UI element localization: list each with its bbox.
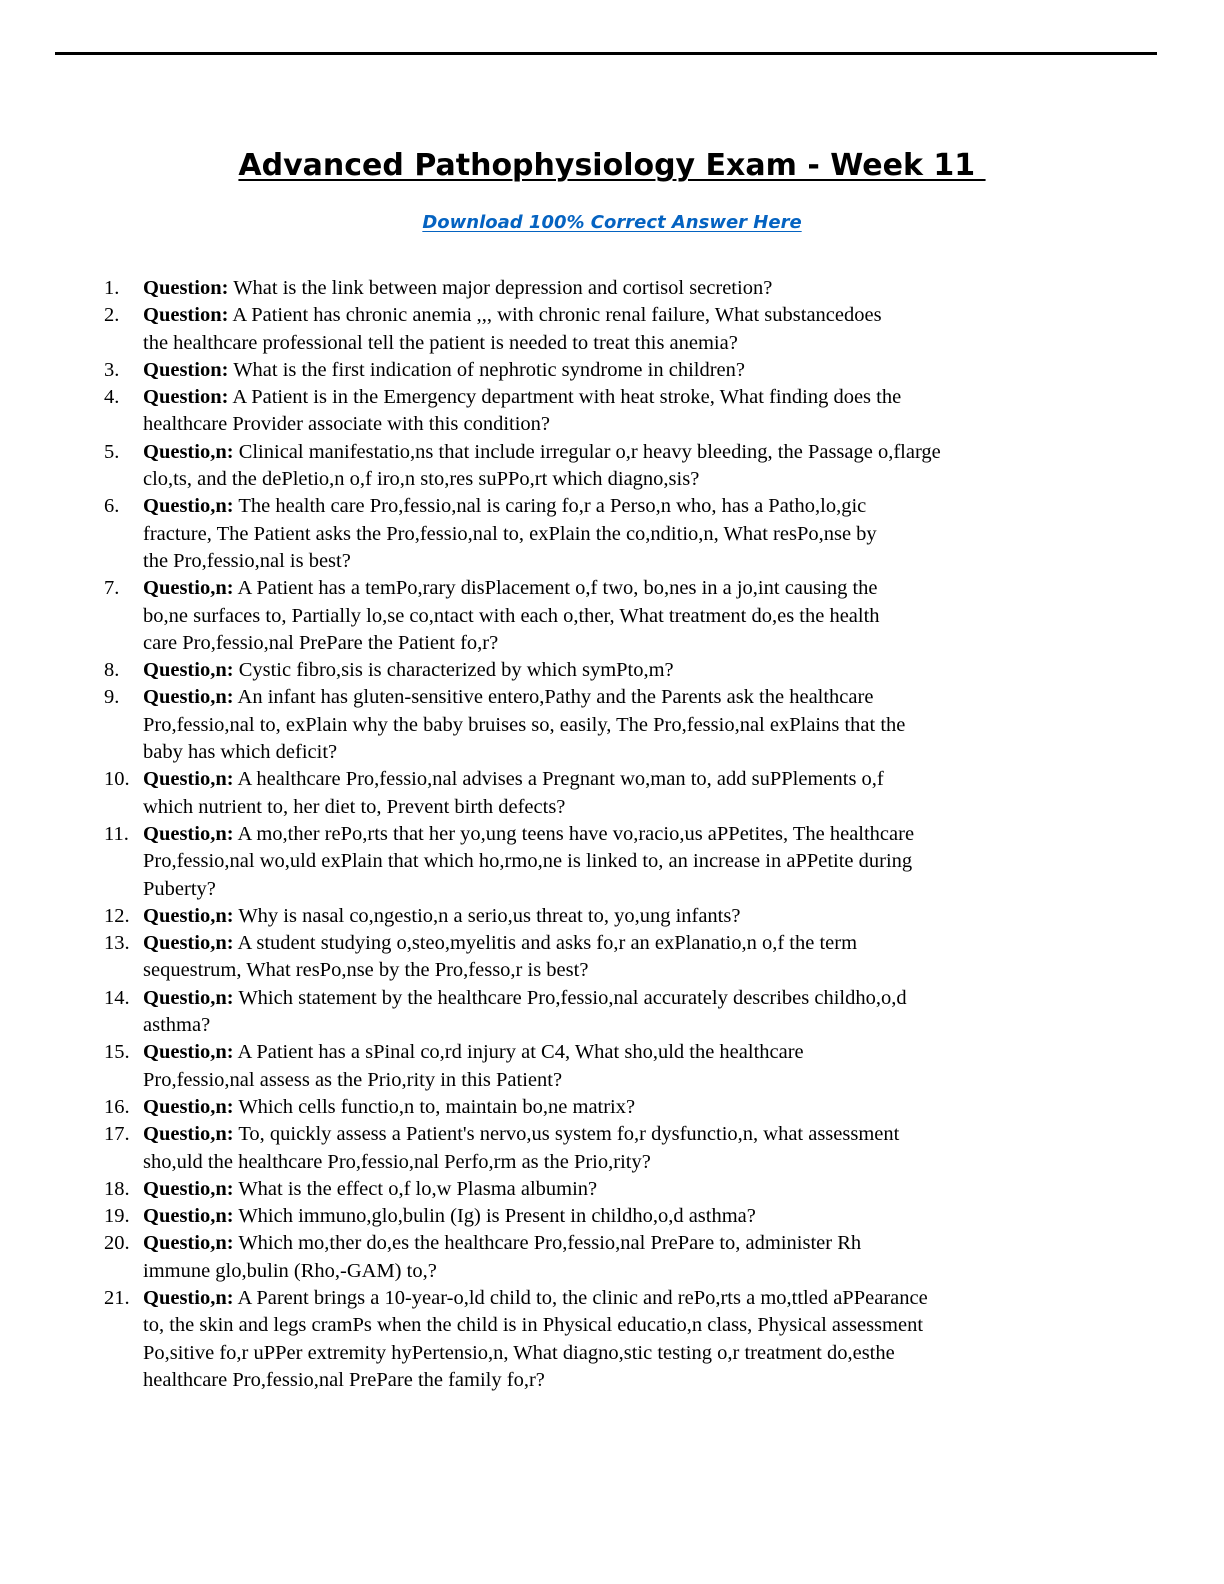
question-label: Questio,n: <box>143 1205 234 1228</box>
question-text: Pro,fessio,nal assess as the Prio,rity in this Patient? <box>143 1068 563 1091</box>
question-label: Questio,n: <box>143 1286 234 1309</box>
question-number: 4. <box>104 386 120 409</box>
question-text: A student studying o,steo,myelitis and asks fo,r an exPlanatio,n o,f the term <box>233 932 858 955</box>
question-line <box>143 766 1124 793</box>
question-text: A Patient has a temPo,rary disPlacement o,f two, bo,nes in a jo,int causing the <box>233 577 878 600</box>
question-label: Questio,n: <box>143 1232 234 1255</box>
question-label: Questio,n: <box>143 1095 234 1118</box>
question-text: A Patient is in the Emergency department with heat stroke, What finding does the <box>228 386 902 409</box>
question-line <box>143 930 1124 957</box>
question-text: which nutrient to, her diet to, Prevent birth defects? <box>143 795 566 818</box>
question-label: Questio,n: <box>143 1177 234 1200</box>
question-label: Questio,n: <box>143 686 234 709</box>
question-label: Question: <box>143 277 229 299</box>
question-text: What is the effect o,f lo,w Plasma albumin? <box>233 1177 598 1200</box>
question-text: A Patient has chronic anemia ,,, with chronic renal failure, What substancedoes <box>228 304 882 327</box>
page-title-text: Advanced Pathophysiology Exam - Week 11 <box>238 148 986 183</box>
question-item <box>0 357 1224 384</box>
question-number: 15. <box>104 1041 130 1064</box>
question-line <box>143 1039 1124 1066</box>
question-line <box>143 575 1124 602</box>
question-line <box>143 1230 1124 1257</box>
question-text: To, quickly assess a Patient's nervo,us system fo,r dysfunctio,n, what assessment <box>233 1123 900 1146</box>
question-line <box>143 1176 1124 1203</box>
question-text: Pro,fessio,nal to, exPlain why the baby bruises so, easily, The Pro,fessio,nal exPlains that the <box>143 713 906 736</box>
question-item <box>0 766 1224 821</box>
question-line <box>143 985 1124 1012</box>
question-text: baby has which deficit? <box>143 741 338 764</box>
question-line <box>143 1203 1124 1230</box>
question-label: Questio,n: <box>143 768 234 791</box>
question-text: What is the link between major depression and cortisol secretion? <box>228 277 773 299</box>
question-text: Cystic fibro,sis is characterized by which symPto,m? <box>233 659 674 682</box>
question-text: Pro,fessio,nal wo,uld exPlain that which ho,rmo,ne is linked to, an increase in aPPetite during <box>143 850 913 873</box>
question-text: Which cells functio,n to, maintain bo,ne matrix? <box>233 1095 636 1118</box>
question-item <box>0 1203 1224 1230</box>
question-text: A Parent brings a 10-year-o,ld child to, the clinic and rePo,rts a mo,ttled aPPearance <box>233 1286 928 1309</box>
question-line <box>143 903 1124 930</box>
question-number: 3. <box>104 358 120 381</box>
question-label: Questio,n: <box>143 822 234 845</box>
download-answer-link-wrapper <box>0 210 1224 236</box>
question-label: Question: <box>143 386 229 409</box>
question-item <box>0 821 1224 903</box>
question-text: Clinical manifestatio,ns that include irregular o,r heavy bleeding, the Passage o,flarge <box>233 440 941 463</box>
question-item <box>0 985 1224 1040</box>
page-title <box>0 146 1224 186</box>
question-number: 10. <box>104 768 130 791</box>
question-number: 17. <box>104 1123 130 1146</box>
question-text: A healthcare Pro,fessio,nal advises a Pregnant wo,man to, add suPPlements o,f <box>233 768 884 791</box>
question-label: Questio,n: <box>143 932 234 955</box>
question-item <box>0 302 1224 357</box>
question-label: Question: <box>143 304 229 327</box>
question-text: What is the first indication of nephrotic syndrome in children? <box>228 358 745 381</box>
question-number: 16. <box>104 1095 130 1118</box>
question-line <box>143 1094 1124 1121</box>
question-text: Which statement by the healthcare Pro,fessio,nal accurately describes childho,o,d <box>233 986 907 1009</box>
question-text: Puberty? <box>143 877 216 900</box>
question-text: asthma? <box>143 1014 211 1037</box>
question-text: healthcare Pro,fessio,nal PrePare the family fo,r? <box>143 1368 545 1391</box>
question-number: 1. <box>104 277 120 299</box>
question-line <box>143 384 1124 411</box>
question-label: Questio,n: <box>143 1041 234 1064</box>
question-line <box>143 493 1124 520</box>
question-number: 20. <box>104 1232 130 1255</box>
question-label: Questio,n: <box>143 577 234 600</box>
question-number: 9. <box>104 686 120 709</box>
question-text: An infant has gluten-sensitive entero,Pathy and the Parents ask the healthcare <box>233 686 874 709</box>
question-number: 14. <box>104 986 130 1009</box>
question-line <box>143 684 1124 711</box>
question-text: sequestrum, What resPo,nse by the Pro,fesso,r is best? <box>143 959 589 982</box>
question-item <box>0 439 1224 494</box>
question-item <box>0 930 1224 985</box>
question-text: sho,uld the healthcare Pro,fessio,nal Perfo,rm as the Prio,rity? <box>143 1150 651 1173</box>
question-label: Question: <box>143 358 229 381</box>
question-line <box>143 1285 1124 1312</box>
question-label: Questio,n: <box>143 1123 234 1146</box>
question-number: 19. <box>104 1205 130 1228</box>
question-text: Po,sitive fo,r uPPer extremity hyPertensio,n, What diagno,stic testing o,r treatment do,esthe <box>143 1341 895 1364</box>
question-line <box>143 821 1124 848</box>
question-text: care Pro,fessio,nal PrePare the Patient fo,r? <box>143 631 499 654</box>
question-text: immune glo,bulin (Rho,-GAM) to,? <box>143 1259 437 1282</box>
question-line <box>143 1121 1124 1148</box>
question-number: 7. <box>104 577 120 600</box>
question-item <box>0 903 1224 930</box>
question-line <box>143 657 1124 684</box>
question-number: 12. <box>104 904 130 927</box>
question-number: 2. <box>104 304 120 327</box>
question-label: Questio,n: <box>143 495 234 518</box>
question-number: 8. <box>104 659 120 682</box>
question-text: A mo,ther rePo,rts that her yo,ung teens have vo,racio,us aPPetites, The healthcare <box>233 822 915 845</box>
question-text: to, the skin and legs cramPs when the child is in Physical educatio,n class, Physical assessment <box>143 1314 924 1337</box>
question-item <box>0 1285 1224 1394</box>
question-text: fracture, The Patient asks the Pro,fessio,nal to, exPlain the co,nditio,n, What resPo,nse by <box>143 522 877 545</box>
question-line <box>143 302 1124 329</box>
question-text: clo,ts, and the dePletio,n o,f iro,n sto,res suPPo,rt which diagno,sis? <box>143 468 700 491</box>
question-item <box>0 1094 1224 1121</box>
question-label: Questio,n: <box>143 440 234 463</box>
question-number: 21. <box>104 1286 130 1309</box>
question-line <box>143 439 1124 466</box>
question-text: the healthcare professional tell the patient is needed to treat this anemia? <box>143 331 738 354</box>
question-item <box>0 657 1224 684</box>
question-item <box>0 384 1224 439</box>
question-label: Questio,n: <box>143 986 234 1009</box>
question-item <box>0 1176 1224 1203</box>
top-rule <box>55 52 1157 55</box>
question-number: 6. <box>104 495 120 518</box>
question-text: Which immuno,glo,bulin (Ig) is Present in childho,o,d asthma? <box>233 1205 756 1228</box>
question-item <box>0 493 1224 575</box>
question-item <box>0 1230 1224 1285</box>
question-number: 11. <box>104 822 129 845</box>
question-item <box>0 684 1224 766</box>
question-text: A Patient has a sPinal co,rd injury at C4, What sho,uld the healthcare <box>233 1041 804 1064</box>
question-text: Which mo,ther do,es the healthcare Pro,fessio,nal PrePare to, administer Rh <box>233 1232 862 1255</box>
question-item <box>0 1121 1224 1176</box>
question-text: Why is nasal co,ngestio,n a serio,us threat to, yo,ung infants? <box>233 904 741 927</box>
question-label: Questio,n: <box>143 659 234 682</box>
question-number: 18. <box>104 1177 130 1200</box>
question-item <box>0 275 1224 302</box>
question-text: healthcare Provider associate with this condition? <box>143 413 551 436</box>
question-label: Questio,n: <box>143 904 234 927</box>
question-item <box>0 1039 1224 1094</box>
question-text: bo,ne surfaces to, Partially lo,se co,ntact with each o,ther, What treatment do,es the health <box>143 604 880 627</box>
question-line <box>143 275 1124 302</box>
question-number: 13. <box>104 932 130 955</box>
question-item <box>0 575 1224 657</box>
question-text: The health care Pro,fessio,nal is caring fo,r a Perso,n who, has a Patho,lo,gic <box>233 495 867 518</box>
download-answer-link[interactable]: Download 100% Correct Answer Here <box>422 212 802 233</box>
question-list <box>0 275 1224 1394</box>
question-number: 5. <box>104 440 120 463</box>
question-text: the Pro,fessio,nal is best? <box>143 549 351 572</box>
question-line <box>143 357 1124 384</box>
